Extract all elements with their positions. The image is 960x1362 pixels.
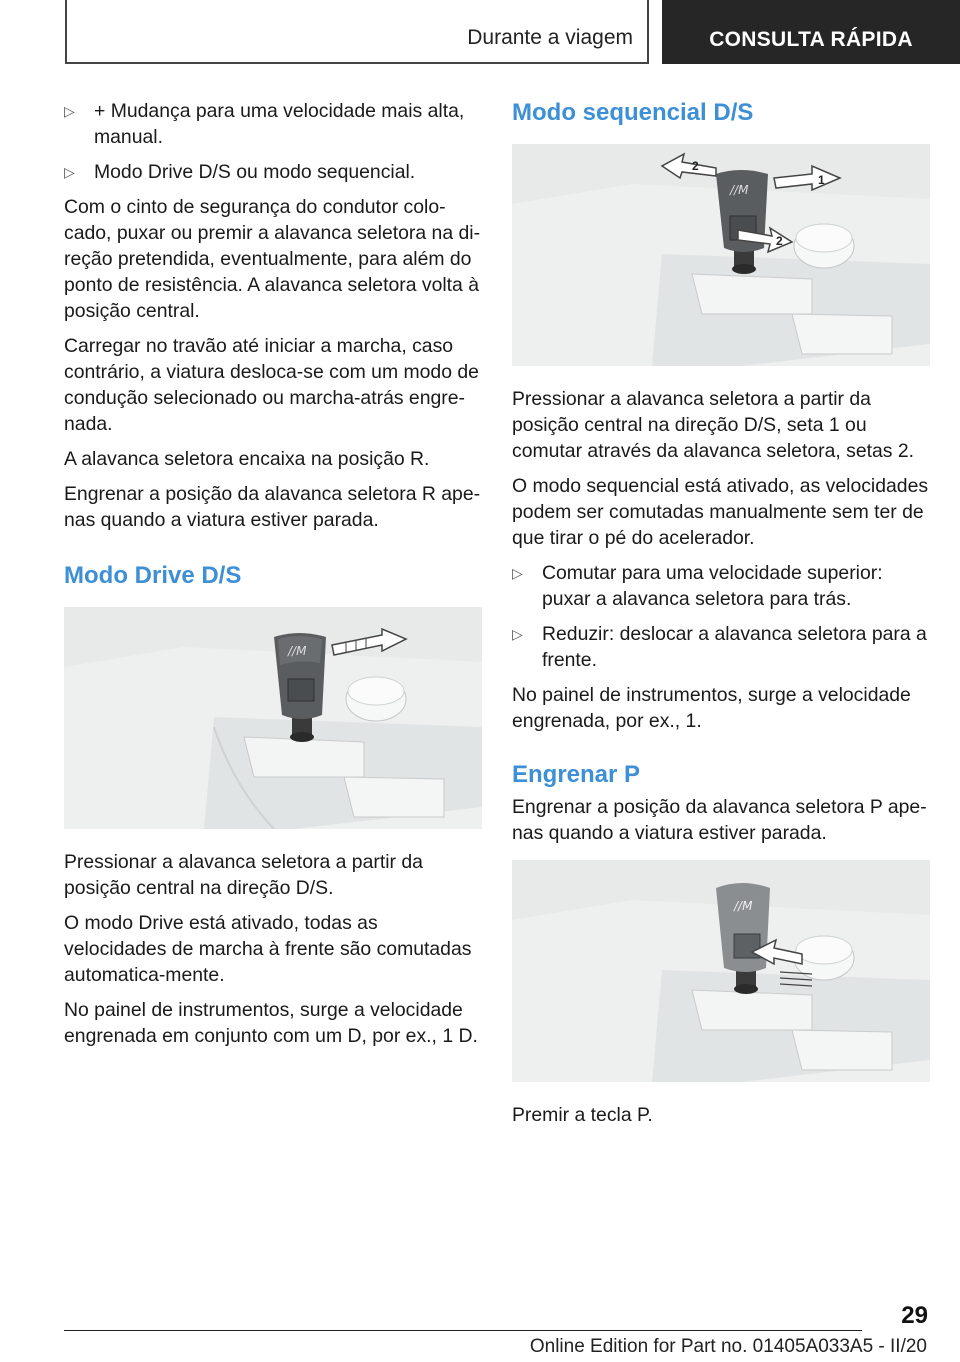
paragraph: A alavanca seletora encaixa na posição R. [64, 448, 430, 470]
section-heading: Modo sequencial D/S [512, 99, 754, 126]
section-tab [65, 0, 649, 64]
triangle-bullet-icon: ▷ [512, 565, 523, 581]
section-heading: Engrenar P [512, 761, 641, 788]
triangle-bullet-icon: ▷ [512, 626, 523, 642]
paragraph: Carregar no travão até iniciar a marcha, caso contrário, a viatura desloca-se com um modo de condução selecionado ou marcha-atrás engre-nada. [64, 335, 479, 435]
svg-text://M: //M [734, 899, 753, 913]
paragraph: O modo Drive está ativado, todas as velocidades de marcha à frente são comutadas automatica-mente. [64, 912, 472, 986]
paragraph: Pressionar a alavanca seletora a partir da posição central na direção D/S, seta 1 ou comutar através da alavanca seletora, setas 2. [512, 388, 915, 462]
arrow-1-label: 1 [818, 173, 825, 187]
paragraph: Premir a tecla P. [512, 1104, 653, 1126]
section-title: Durante a viagem [467, 26, 633, 49]
svg-text://M: //M [288, 644, 307, 658]
gear-selector-drive-illustration [64, 607, 482, 829]
list-item: ▷ Reduzir: deslocar a alavanca seletora para a frente. [512, 623, 927, 671]
arrow-2-label: 2 [776, 234, 783, 248]
paragraph: O modo sequencial está ativado, as velocidades podem ser comutadas manualmente sem ter de que tirar o pé do acelerador. [512, 475, 929, 549]
chapter-title: CONSULTA RÁPIDA [709, 28, 913, 51]
paragraph: Com o cinto de segurança do condutor colo-cado, puxar ou premir a alavanca seletora na di-reção pretendida, eventualmente, para além do ponto de resistência. A alavanca seletora volta à posição central. [64, 196, 481, 322]
list-item: ▷ + Mudança para uma velocidade mais alta, manual. [64, 100, 465, 148]
footer-divider [64, 1330, 862, 1331]
edition-note: Online Edition for Part no. 01405A033A5 - II/20 [529, 1336, 927, 1357]
paragraph: Engrenar a posição da alavanca seletora P ape-nas quando a viatura estiver parada. [512, 796, 927, 844]
right-column [512, 98, 930, 1137]
triangle-bullet-icon: ▷ [64, 103, 75, 119]
list-item: ▷ Modo Drive D/S ou modo sequencial. [64, 161, 416, 183]
gear-selector-sequential-illustration [512, 144, 930, 366]
paragraph: No painel de instrumentos, surge a velocidade engrenada em conjunto com um D, por ex., 1 D. [64, 999, 478, 1047]
paragraph: No painel de instrumentos, surge a velocidade engrenada, por ex., 1. [512, 684, 911, 732]
triangle-bullet-icon: ▷ [64, 164, 75, 180]
arrow-2-label: 2 [692, 159, 699, 173]
section-heading: Modo Drive D/S [64, 562, 242, 589]
left-column [64, 98, 482, 1058]
svg-text://M: //M [730, 183, 749, 197]
page-number: 29 [901, 1302, 928, 1329]
gear-selector-park-illustration [512, 860, 930, 1082]
chapter-tab [662, 0, 960, 64]
page-header [65, 0, 960, 64]
paragraph: Engrenar a posição da alavanca seletora R ape-nas quando a viatura estiver parada. [64, 483, 481, 531]
list-item: ▷ Comutar para uma velocidade superior: puxar a alavanca seletora para trás. [512, 562, 883, 610]
paragraph: Pressionar a alavanca seletora a partir da posição central na direção D/S. [64, 851, 423, 899]
